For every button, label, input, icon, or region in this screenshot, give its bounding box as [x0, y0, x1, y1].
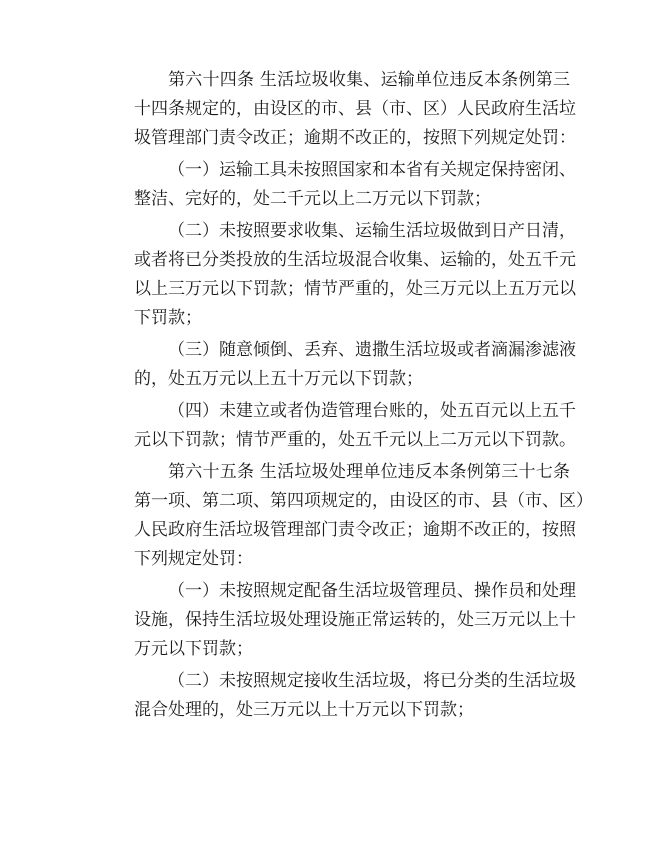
text-line: （四）未建立或者伪造管理台账的，处五百元以上五千 — [168, 401, 576, 421]
paragraph-article-64-intro — [100, 66, 576, 153]
text-line: 以上三万元以下罚款；情节严重的，处三万元以上五万元以 — [134, 279, 576, 299]
text-line: 整洁、完好的，处二千元以上二万元以下罚款； — [134, 189, 491, 209]
text-line: 十四条规定的，由设区的市、县（市、区）人民政府生活垃 — [134, 99, 576, 119]
text-line: 或者将已分类投放的生活垃圾混合收集、运输的，处五千元 — [134, 250, 576, 270]
text-line: 第六十五条 生活垃圾处理单位违反本条例第三十七条 — [168, 462, 570, 482]
text-line: （一）未按照规定配备生活垃圾管理员、操作员和处理 — [168, 581, 576, 601]
paragraph-article-65-item-2 — [100, 667, 576, 725]
text-line: 下罚款； — [134, 308, 202, 328]
document-body — [100, 66, 593, 728]
paragraph-article-64-item-4 — [100, 397, 576, 455]
text-line: 设施，保持生活垃圾处理设施正常运转的，处三万元以上十 — [134, 610, 576, 630]
text-line: （三）随意倾倒、丢弃、遗撒生活垃圾或者滴漏渗滤液 — [168, 340, 576, 360]
paragraph-article-64-item-3 — [100, 336, 576, 394]
text-line: 万元以下罚款； — [134, 639, 253, 659]
text-line: 第六十四条 生活垃圾收集、运输单位违反本条例第三 — [168, 70, 570, 90]
text-line: 混合处理的，处三万元以上十万元以下罚款； — [134, 700, 474, 720]
text-line: 下列规定处罚： — [134, 549, 253, 569]
text-line: 人民政府生活垃圾管理部门责令改正；逾期不改正的，按照 — [134, 520, 576, 540]
text-line: 的，处五万元以上五十万元以下罚款； — [134, 369, 423, 389]
text-line: 圾管理部门责令改正；逾期不改正的，按照下列规定处罚： — [134, 128, 576, 148]
paragraph-article-65-intro — [100, 458, 593, 574]
paragraph-article-64-item-1 — [100, 156, 576, 214]
text-line: （一）运输工具未按照国家和本省有关规定保持密闭、 — [168, 160, 576, 180]
paragraph-article-64-item-2 — [100, 217, 576, 333]
paragraph-article-65-item-1 — [100, 577, 576, 664]
text-line: 第一项、第二项、第四项规定的，由设区的市、县（市、区） — [134, 491, 593, 511]
text-line: 元以下罚款；情节严重的，处五千元以上二万元以下罚款。 — [134, 430, 576, 450]
text-line: （二）未按照要求收集、运输生活垃圾做到日产日清， — [168, 221, 576, 241]
text-line: （二）未按照规定接收生活垃圾，将已分类的生活垃圾 — [168, 671, 576, 691]
